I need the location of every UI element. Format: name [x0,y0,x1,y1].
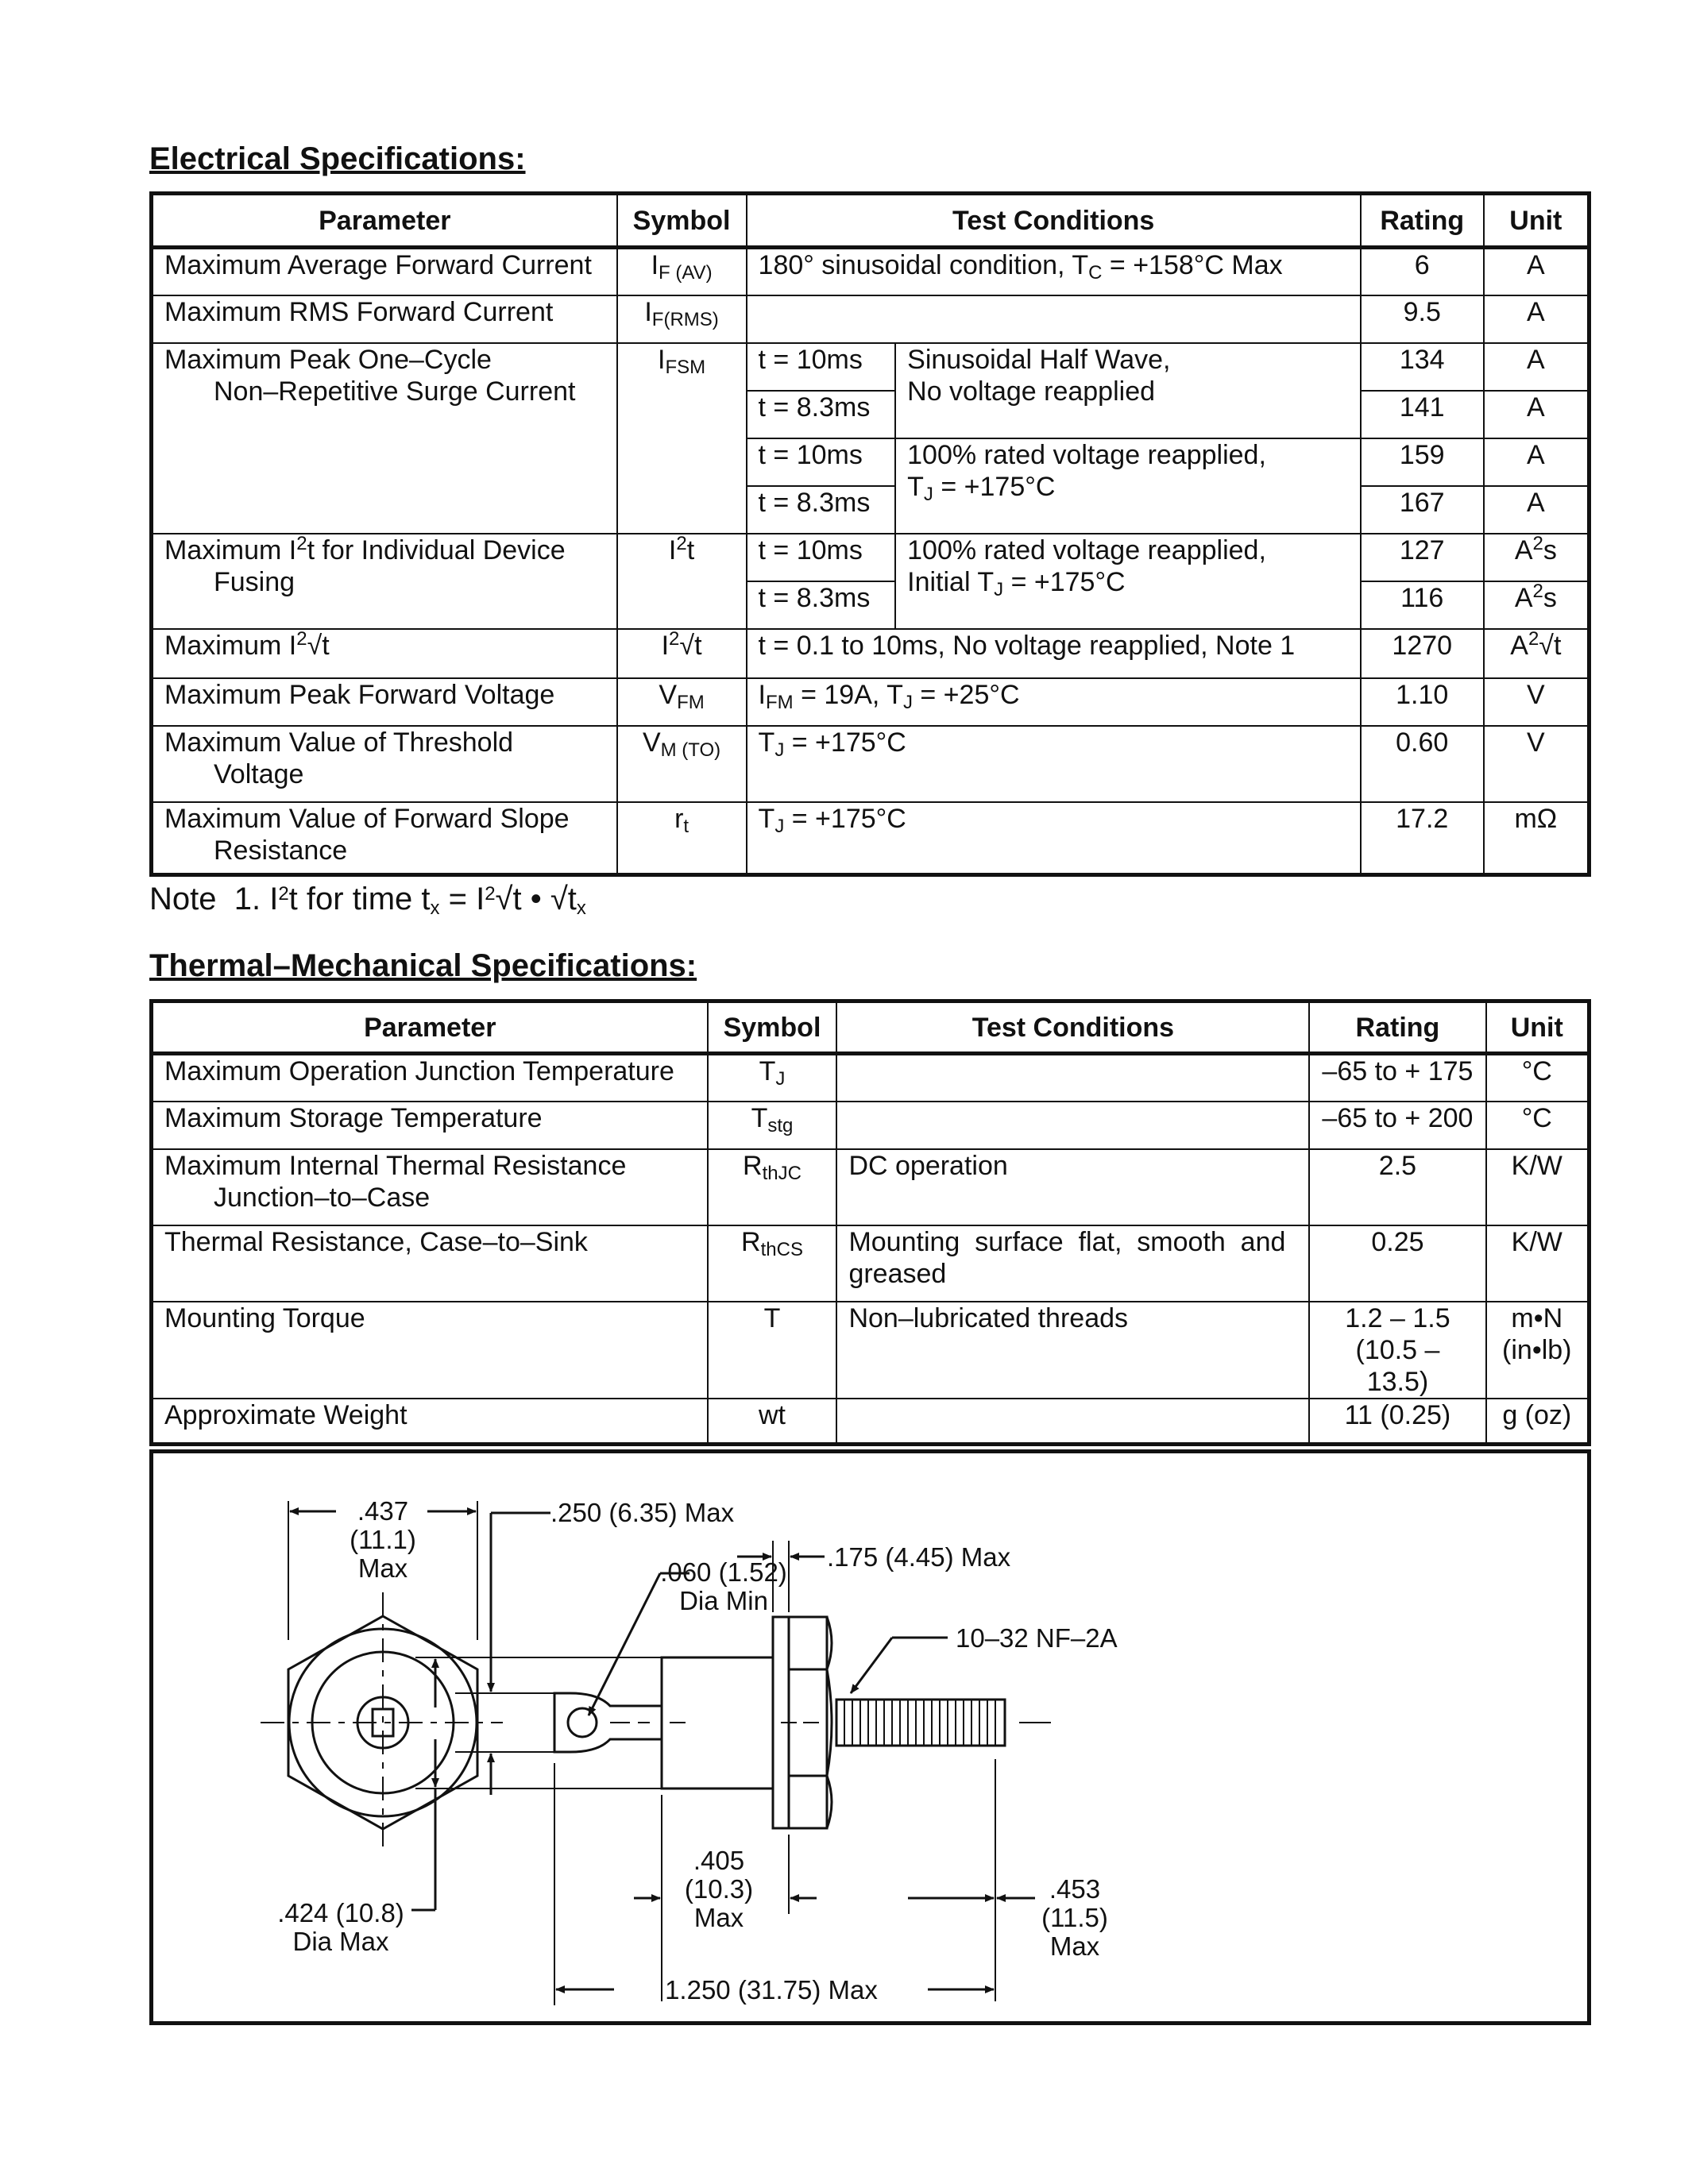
unit-cell: V [1484,678,1590,726]
dim-060-dia: Dia Min [679,1586,768,1615]
table-row [152,629,1590,678]
electrical-specs-title: Electrical Specifications: [149,141,526,176]
symbol-cell: $I_{F(RMS)}$ [617,295,747,343]
rating-cell: 141 [1361,391,1484,438]
symbol-cell: $T_J$ [708,1054,837,1102]
unit-cell: °C [1486,1054,1590,1102]
rating-cell: –65 to + 175 [1309,1054,1485,1102]
condition-cell: DC operation [836,1149,1309,1225]
rating-cell: 127 [1361,534,1484,581]
dim-453: .453 [1049,1874,1101,1904]
table-row [152,802,1590,875]
param-cell: Maximum Storage Temperature [152,1102,708,1149]
param-cell: Maximum Value of Threshold Voltage [152,726,617,802]
table-row [152,1399,1590,1445]
unit-cell: $A^2s$ [1484,534,1590,581]
thermal-specs-table [149,999,1591,1446]
rating-cell: 6 [1361,248,1484,295]
unit-cell: g (oz) [1486,1399,1590,1445]
table-header-row [152,194,1590,248]
unit-cell: mΩ [1484,802,1590,875]
symbol-cell: $V_{FM}$ [617,678,747,726]
dim-453-max: Max [1049,1931,1100,1961]
table-row [152,248,1590,295]
symbol-cell: $T_{stg}$ [708,1102,837,1149]
electrical-specs-table [149,191,1591,877]
condition-cell: 180° sinusoidal condition, $T_C = +158^\circ C$ Max [747,248,1361,295]
dim-1250: 1.250 (31.75) Max [665,1975,878,2005]
unit-cell: A [1484,295,1590,343]
condition-cell [747,295,1361,343]
rating-cell: 11 (0.25) [1309,1399,1485,1445]
unit-cell: A [1484,343,1590,391]
dim-437: .437 [357,1496,409,1526]
table-row [152,1102,1590,1149]
param-cell: Maximum Internal Thermal Resistance Junction–to–Case [152,1149,708,1225]
rating-cell: 167 [1361,486,1484,534]
unit-cell: V [1484,726,1590,802]
thermal-specs-title: Thermal–Mechanical Specifications: [149,948,697,983]
rating-cell: 9.5 [1361,295,1484,343]
param-cell: Maximum RMS Forward Current [152,295,617,343]
rating-cell: 1.2 – 1.5 (10.5 – 13.5) [1309,1302,1485,1399]
condition-cell: 100% rated voltage reapplied, $T_J = +175^\circ C$ [895,438,1361,534]
dim-405-max: Max [693,1903,744,1932]
symbol-cell: $V_{M (TO)}$ [617,726,747,802]
unit-cell: $A^2s$ [1484,581,1590,629]
condition-cell: Mounting surface flat, smooth and greased [836,1225,1309,1302]
rating-cell: –65 to + 200 [1309,1102,1485,1149]
condition-cell: $I_{FM} = 19A$, $T_J = +25^\circ C$ [747,678,1361,726]
dim-453-mm: (11.5) [1041,1903,1108,1932]
dim-424-dia: Dia Max [292,1927,389,1956]
symbol-cell: T [708,1302,837,1399]
header-parameter: Parameter [152,1001,708,1054]
table-row [152,1149,1590,1225]
param-cell: Maximum Operation Junction Temperature [152,1054,708,1102]
symbol-cell: $I^2t$ [617,534,747,629]
table-row [152,1302,1590,1399]
condition-cell: $T_J = +175^\circ C$ [747,802,1361,875]
thread-lines [844,1700,995,1746]
table-row [152,726,1590,802]
param-cell: Mounting Torque [152,1302,708,1399]
rating-cell: 0.60 [1361,726,1484,802]
table-row [152,295,1590,343]
condition-cell: Non–lubricated threads [836,1302,1309,1399]
dim-250: .250 (6.35) Max [550,1498,735,1527]
rating-cell: 1270 [1361,629,1484,678]
unit-cell: A [1484,438,1590,486]
dim-060: .060 (1.52) [660,1557,787,1587]
table-row [152,534,1590,581]
symbol-cell: $I_{FSM}$ [617,343,747,534]
package-outline-drawing [149,1449,1591,2025]
unit-cell: $A^2√t$ [1484,629,1590,678]
header-symbol: Symbol [708,1001,837,1054]
time-cell: t = 8.3ms [747,486,896,534]
table-row [152,343,1590,391]
condition-cell: Sinusoidal Half Wave, No voltage reapplied [895,343,1361,438]
dim-175: .175 (4.45) Max [827,1542,1011,1572]
rating-cell: 159 [1361,438,1484,486]
header-test-conditions: Test Conditions [836,1001,1309,1054]
time-cell: t = 8.3ms [747,581,896,629]
symbol-cell: $R_{thCS}$ [708,1225,837,1302]
param-cell: Maximum Peak One–Cycle Non–Repetitive Surge Current [152,343,617,534]
condition-cell: $T_J = +175^\circ C$ [747,726,1361,802]
unit-cell: A [1484,391,1590,438]
unit-cell: K/W [1486,1225,1590,1302]
param-cell: Maximum Average Forward Current [152,248,617,295]
dim-405-mm: (10.3) [684,1874,754,1904]
rating-cell: 134 [1361,343,1484,391]
rating-cell: 17.2 [1361,802,1484,875]
param-cell: Maximum Peak Forward Voltage [152,678,617,726]
condition-cell: 100% rated voltage reapplied, Initial $T_J = +175^\circ C$ [895,534,1361,629]
symbol-cell: $r_t$ [617,802,747,875]
rating-cell: 116 [1361,581,1484,629]
rating-cell: 2.5 [1309,1149,1485,1225]
symbol-cell: $I^2√t$ [617,629,747,678]
header-parameter: Parameter [152,194,617,248]
symbol-cell: wt [708,1399,837,1445]
table-row [152,1054,1590,1102]
dim-424: .424 (10.8) [277,1898,404,1927]
param-cell: Maximum Value of Forward Slope Resistance [152,802,617,875]
symbol-cell: $R_{thJC}$ [708,1149,837,1225]
electrical-footnote: Note 1. $I^2t$ for time $t_x = I^2√t$ • $√t_x$ [149,882,586,919]
table-row [152,1225,1590,1302]
unit-cell: K/W [1486,1149,1590,1225]
condition-cell [836,1102,1309,1149]
dim-thread: 10–32 NF–2A [956,1623,1118,1653]
header-rating: Rating [1361,194,1484,248]
unit-cell: A [1484,486,1590,534]
unit-cell: m•N (in•lb) [1486,1302,1590,1399]
time-cell: t = 10ms [747,438,896,486]
table-row [152,678,1590,726]
condition-cell [836,1054,1309,1102]
param-cell: Maximum $I^2t$ for Individual Device Fusing [152,534,617,629]
condition-cell: t = 0.1 to 10ms, No voltage reapplied, Note 1 [747,629,1361,678]
header-unit: Unit [1486,1001,1590,1054]
time-cell: t = 10ms [747,343,896,391]
param-cell: Thermal Resistance, Case–to–Sink [152,1225,708,1302]
dim-437-max: Max [357,1553,408,1583]
outline-drawing-svg [153,1453,1587,2021]
table-header-row [152,1001,1590,1054]
rating-cell: 0.25 [1309,1225,1485,1302]
unit-cell: A [1484,248,1590,295]
param-cell: Approximate Weight [152,1399,708,1445]
header-test-conditions: Test Conditions [747,194,1361,248]
dim-437-mm: (11.1) [350,1525,416,1554]
header-unit: Unit [1484,194,1590,248]
time-cell: t = 10ms [747,534,896,581]
time-cell: t = 8.3ms [747,391,896,438]
lug-hole [568,1708,597,1737]
header-symbol: Symbol [617,194,747,248]
symbol-cell: $I_{F (AV)}$ [617,248,747,295]
condition-cell [836,1399,1309,1445]
dim-405: .405 [693,1846,745,1875]
param-cell: Maximum $I^2√t$ [152,629,617,678]
rating-cell: 1.10 [1361,678,1484,726]
unit-cell: °C [1486,1102,1590,1149]
header-rating: Rating [1309,1001,1485,1054]
